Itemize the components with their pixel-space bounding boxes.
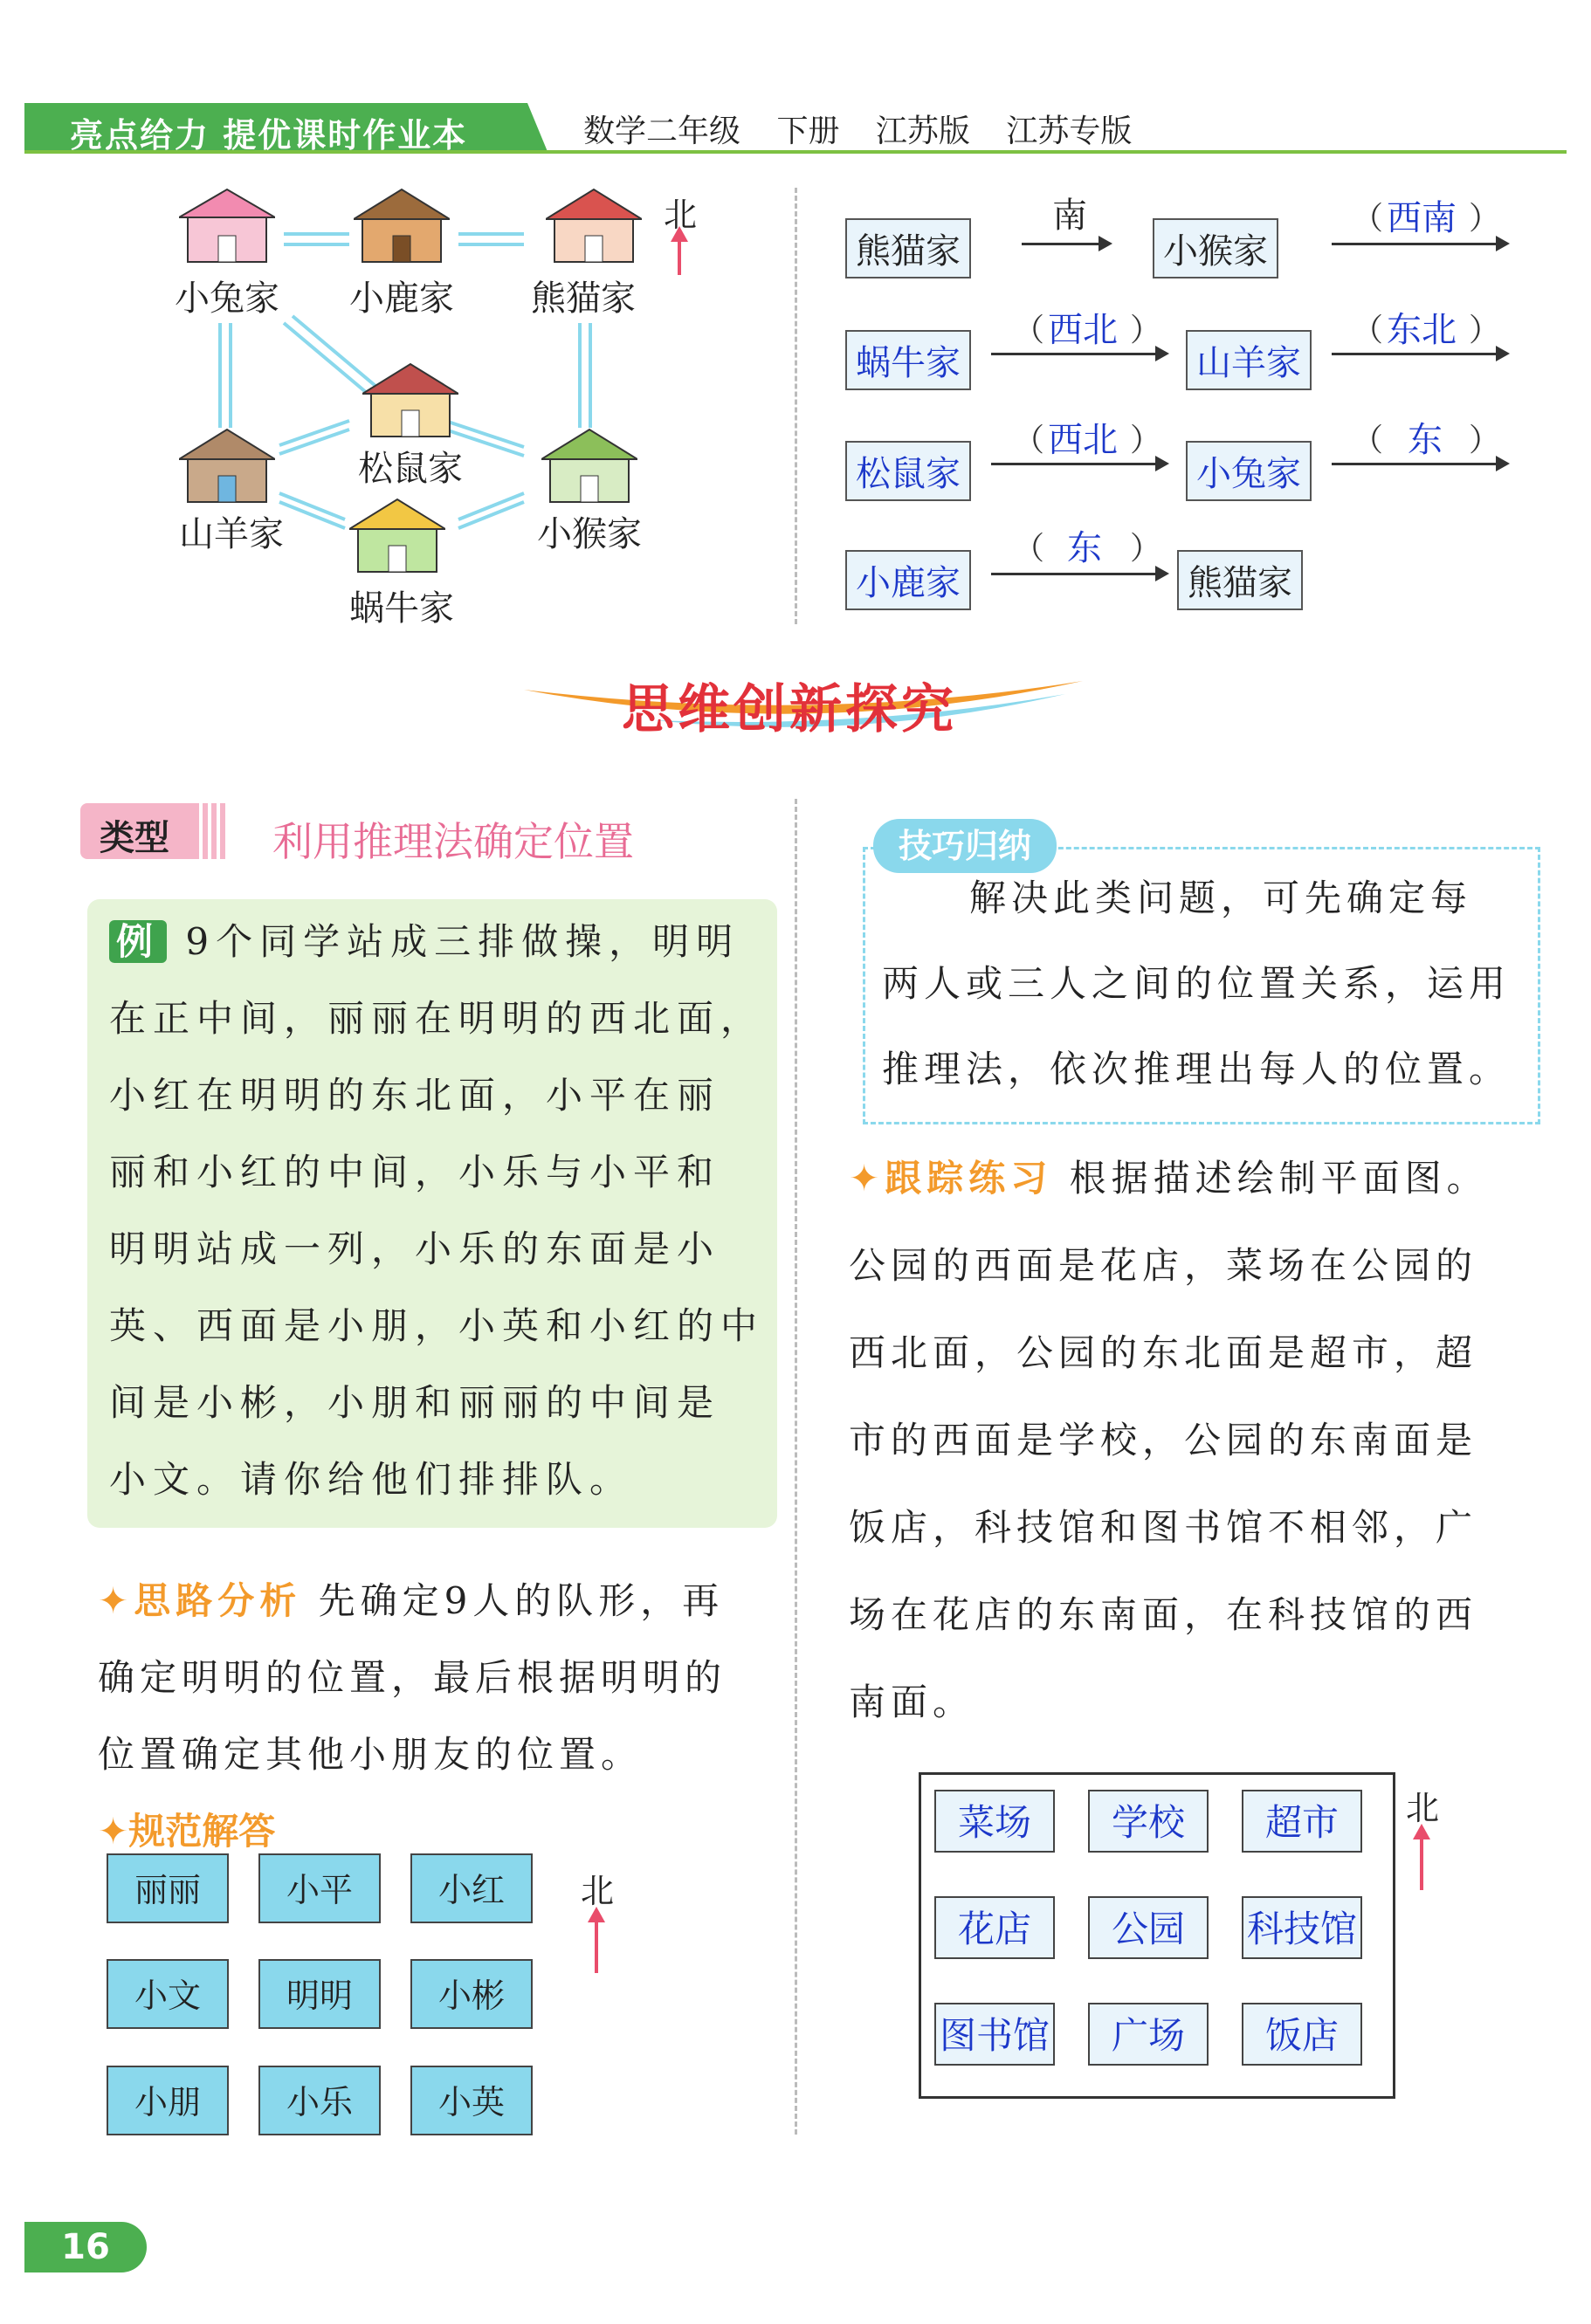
plan-cell: 超市 <box>1242 1790 1362 1853</box>
chain-arrow <box>1332 353 1506 355</box>
paren: ） <box>1130 531 1162 567</box>
queue-cell: 小英 <box>410 2066 533 2135</box>
paren: ） <box>1469 313 1501 348</box>
series-title: 亮点给力 提优课时作业本 <box>70 116 468 155</box>
house-label: 松鼠家 <box>358 449 463 489</box>
practice-line: 市的西面是学校，公园的东南面是 <box>849 1419 1478 1461</box>
example-badge: 例 <box>109 920 167 963</box>
house-label: 小猴家 <box>537 514 642 554</box>
tip-tag: 技巧归纳 <box>873 819 1057 873</box>
answer-direction: 西南 <box>1387 198 1457 238</box>
answer-direction: 东北 <box>1387 310 1457 350</box>
chain-arrow <box>1332 463 1506 465</box>
practice-line: 西北面，公园的东北面是超市，超 <box>849 1331 1478 1374</box>
example-line: 明明站成一列，小乐的东面是小 <box>109 1227 721 1270</box>
chain-box: 小猴家 <box>1153 218 1278 278</box>
paren: ） <box>1469 201 1501 237</box>
example-line: 在正中间，丽丽在明明的西北面， <box>109 997 765 1040</box>
north-label: 北 <box>1406 1789 1440 1827</box>
house-squirrel-icon <box>362 362 458 441</box>
queue-cell: 小文 <box>107 1959 229 2029</box>
answer-direction: 西北 <box>1048 420 1118 460</box>
plan-cell: 学校 <box>1088 1790 1209 1853</box>
chain-box: 熊猫家 <box>1177 550 1303 610</box>
paren: ） <box>1469 423 1501 458</box>
analysis-line <box>98 1563 788 1640</box>
type-tag-text: 类型 <box>100 818 169 858</box>
chain-arrow <box>991 353 1166 355</box>
analysis-section <box>98 1563 788 1793</box>
example-line: 小红在明明的东北面，小平在丽 <box>109 1074 721 1117</box>
house-label: 蜗牛家 <box>349 588 454 629</box>
house-rabbit-icon <box>179 188 275 266</box>
tip-line: 解决此类问题，可先确定每 <box>969 877 1473 919</box>
house-goat-icon <box>179 428 275 506</box>
analysis-label: ✦思路分析 <box>98 1579 302 1622</box>
section-title: 思维创新探究 <box>622 679 957 740</box>
plan-cell: 广场 <box>1088 2003 1209 2066</box>
paren: （ <box>1352 201 1384 237</box>
analysis-text: 先确定9人的队形，再 <box>318 1579 725 1622</box>
chain-arrow <box>1332 243 1506 245</box>
paren: ） <box>1130 313 1162 348</box>
chain-box: 小鹿家 <box>845 550 971 610</box>
chain-box: 小兔家 <box>1186 441 1312 501</box>
practice-label: ✦跟踪练习 <box>849 1157 1053 1200</box>
paren: （ <box>1013 423 1045 458</box>
chain-direction: 南 <box>1052 196 1087 236</box>
practice-line: 公园的西面是花店，菜场在公园的 <box>849 1244 1478 1287</box>
practice-line: 场在花店的东南面，在科技馆的西 <box>849 1593 1478 1636</box>
column-divider <box>795 799 797 2135</box>
house-label: 小鹿家 <box>349 278 454 319</box>
queue-cell: 小红 <box>410 1853 533 1923</box>
chain-box: 松鼠家 <box>845 441 971 501</box>
answer-direction: 东 <box>1408 420 1443 460</box>
practice-line <box>849 1135 1556 1222</box>
plan-cell: 科技馆 <box>1242 1896 1362 1959</box>
tip-text <box>882 856 1528 1112</box>
north-arrow-icon <box>1420 1838 1423 1890</box>
house-deer-icon <box>354 188 450 266</box>
plan-cell: 图书馆 <box>934 2003 1055 2066</box>
north-arrow-icon <box>678 240 681 275</box>
house-label: 小兔家 <box>175 278 279 319</box>
queue-cell: 明明 <box>258 1959 381 2029</box>
example-line: 小文。请你给他们排排队。 <box>109 1458 634 1501</box>
answer-direction: 东 <box>1067 528 1102 568</box>
type-title: 利用推理法确定位置 <box>272 818 634 865</box>
plan-cell: 花店 <box>934 1896 1055 1959</box>
queue-cell: 小平 <box>258 1853 381 1923</box>
chain-arrow <box>1022 243 1109 245</box>
example-text <box>109 904 773 1518</box>
example-line: 丽和小红的中间，小乐与小平和 <box>109 1151 721 1193</box>
plan-cell: 菜场 <box>934 1790 1055 1853</box>
answer-label: ✦规范解答 <box>98 1810 276 1853</box>
plan-cell: 公园 <box>1088 1896 1209 1959</box>
paren: （ <box>1013 531 1045 567</box>
house-snail-icon <box>349 498 445 576</box>
example-line: 间是小彬，小朋和丽丽的中间是 <box>109 1381 721 1424</box>
answer-direction: 西北 <box>1048 310 1118 350</box>
chain-arrow <box>991 463 1166 465</box>
top-divider <box>795 188 797 624</box>
chain-box: 蜗牛家 <box>845 330 971 390</box>
chain-arrow <box>991 573 1166 575</box>
practice-line: 南面。 <box>849 1681 975 1723</box>
paren: （ <box>1352 313 1384 348</box>
house-panda-icon <box>546 188 642 266</box>
type-tag-stripes <box>194 803 229 859</box>
page-number: 16 <box>24 2222 147 2272</box>
house-monkey-icon <box>541 428 637 506</box>
paren: ） <box>1130 423 1162 458</box>
paren: （ <box>1352 423 1384 458</box>
analysis-line: 位置确定其他小朋友的位置。 <box>98 1733 644 1776</box>
tip-line: 两人或三人之间的位置关系，运用 <box>882 962 1512 1005</box>
house-label: 山羊家 <box>179 514 284 554</box>
chain-box: 熊猫家 <box>845 218 971 278</box>
example-line: 英、西面是小朋，小英和小红的中 <box>109 1304 765 1347</box>
tip-line: 推理法，依次推理出每人的位置。 <box>882 1048 1512 1090</box>
example-line <box>109 904 773 980</box>
practice-text: 根据描述绘制平面图。 <box>1069 1157 1489 1200</box>
north-label: 北 <box>664 196 698 234</box>
chain-box: 山羊家 <box>1186 330 1312 390</box>
queue-cell: 小乐 <box>258 2066 381 2135</box>
practice-section <box>849 1135 1556 1746</box>
type-tag <box>80 803 194 859</box>
queue-cell: 丽丽 <box>107 1853 229 1923</box>
north-arrow-icon <box>595 1921 598 1973</box>
example-line-text: 9个同学站成三排做操，明明 <box>185 920 740 963</box>
book-meta: 数学二年级 下册 江苏版 江苏专版 <box>583 113 1133 149</box>
paren: （ <box>1013 313 1045 348</box>
practice-line: 饭店，科技馆和图书馆不相邻，广 <box>849 1506 1478 1549</box>
queue-cell: 小彬 <box>410 1959 533 2029</box>
house-label: 熊猫家 <box>531 278 636 319</box>
queue-cell: 小朋 <box>107 2066 229 2135</box>
plan-cell: 饭店 <box>1242 2003 1362 2066</box>
north-label: 北 <box>581 1872 615 1910</box>
analysis-line: 确定明明的位置，最后根据明明的 <box>98 1656 727 1699</box>
